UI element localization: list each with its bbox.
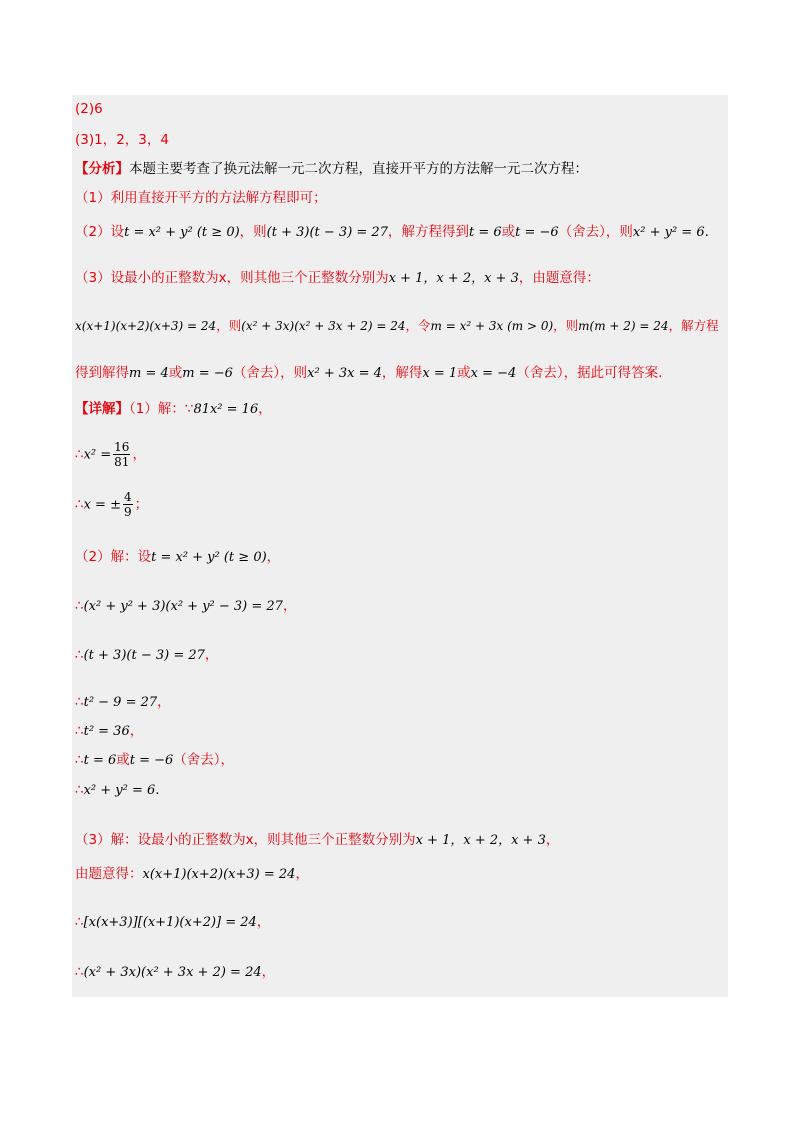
analysis-p1: （1）利用直接开平方的方法解方程即可； — [75, 190, 327, 206]
fraction-4-9: $\frac{4}{9}$ — [123, 490, 132, 519]
detail-s2: ∴x² = $\frac{16}{81}$ ， — [75, 440, 146, 469]
detail-s4: （2）解：设t = x² + y² (t ≥ 0)， — [75, 549, 281, 565]
detail-s9: ∴t = 6或t = −6（舍去）， — [75, 752, 235, 768]
detail-s5: ∴(x² + y² + 3)(x² + y² − 3) = 27， — [75, 598, 297, 614]
analysis-p4: x(x+1)(x+2)(x+3) = 24，则(x² + 3x)(x² + 3x + 2) = 24，令m = x² + 3x (m > 0)，则m(m + 2) = 24，解方程 — [75, 318, 719, 333]
analysis-p2: （2）设t = x² + y² (t ≥ 0)，则(t + 3)(t − 3) = 27，解方程得到t = 6或t = −6（舍去），则x² + y² = 6. — [75, 224, 709, 240]
detail-s6: ∴(t + 3)(t − 3) = 27， — [75, 647, 219, 663]
detail-s8: ∴t² = 36， — [75, 723, 144, 739]
answer-2: (2)6 — [75, 101, 103, 117]
detail-s7: ∴t² − 9 = 27， — [75, 694, 171, 710]
analysis-intro: 【分析】本题主要考查了换元法解一元二次方程，直接开平方的方法解一元二次方程： — [75, 161, 588, 177]
detail-s12: 由题意得：x(x+1)(x+2)(x+3) = 24， — [75, 866, 309, 882]
detail-s14: ∴(x² + 3x)(x² + 3x + 2) = 24， — [75, 964, 276, 980]
detail-s10: ∴x² + y² = 6. — [75, 782, 160, 798]
analysis-p3: （3）设最小的正整数为x，则其他三个正整数分别为x + 1，x + 2，x + 3，由题意得： — [75, 270, 600, 286]
analysis-p5: 得到解得m = 4或m = −6（舍去），则x² + 3x = 4，解得x = 1或x = −4（舍去），据此可得答案. — [75, 365, 663, 381]
detail-s1: 【详解】（1）解：∵81x² = 16， — [75, 401, 272, 417]
detail-s13: ∴[x(x+3)][(x+1)(x+2)] = 24， — [75, 914, 271, 930]
detail-s11: （3）解：设最小的正整数为x，则其他三个正整数分别为x + 1，x + 2，x + 3， — [75, 832, 560, 848]
fraction-16-81: $\frac{16}{81}$ — [114, 440, 130, 469]
answer-3: (3)1，2，3，4 — [75, 132, 169, 148]
detail-s3: ∴x = ± $\frac{4}{9}$ ； — [75, 490, 149, 519]
